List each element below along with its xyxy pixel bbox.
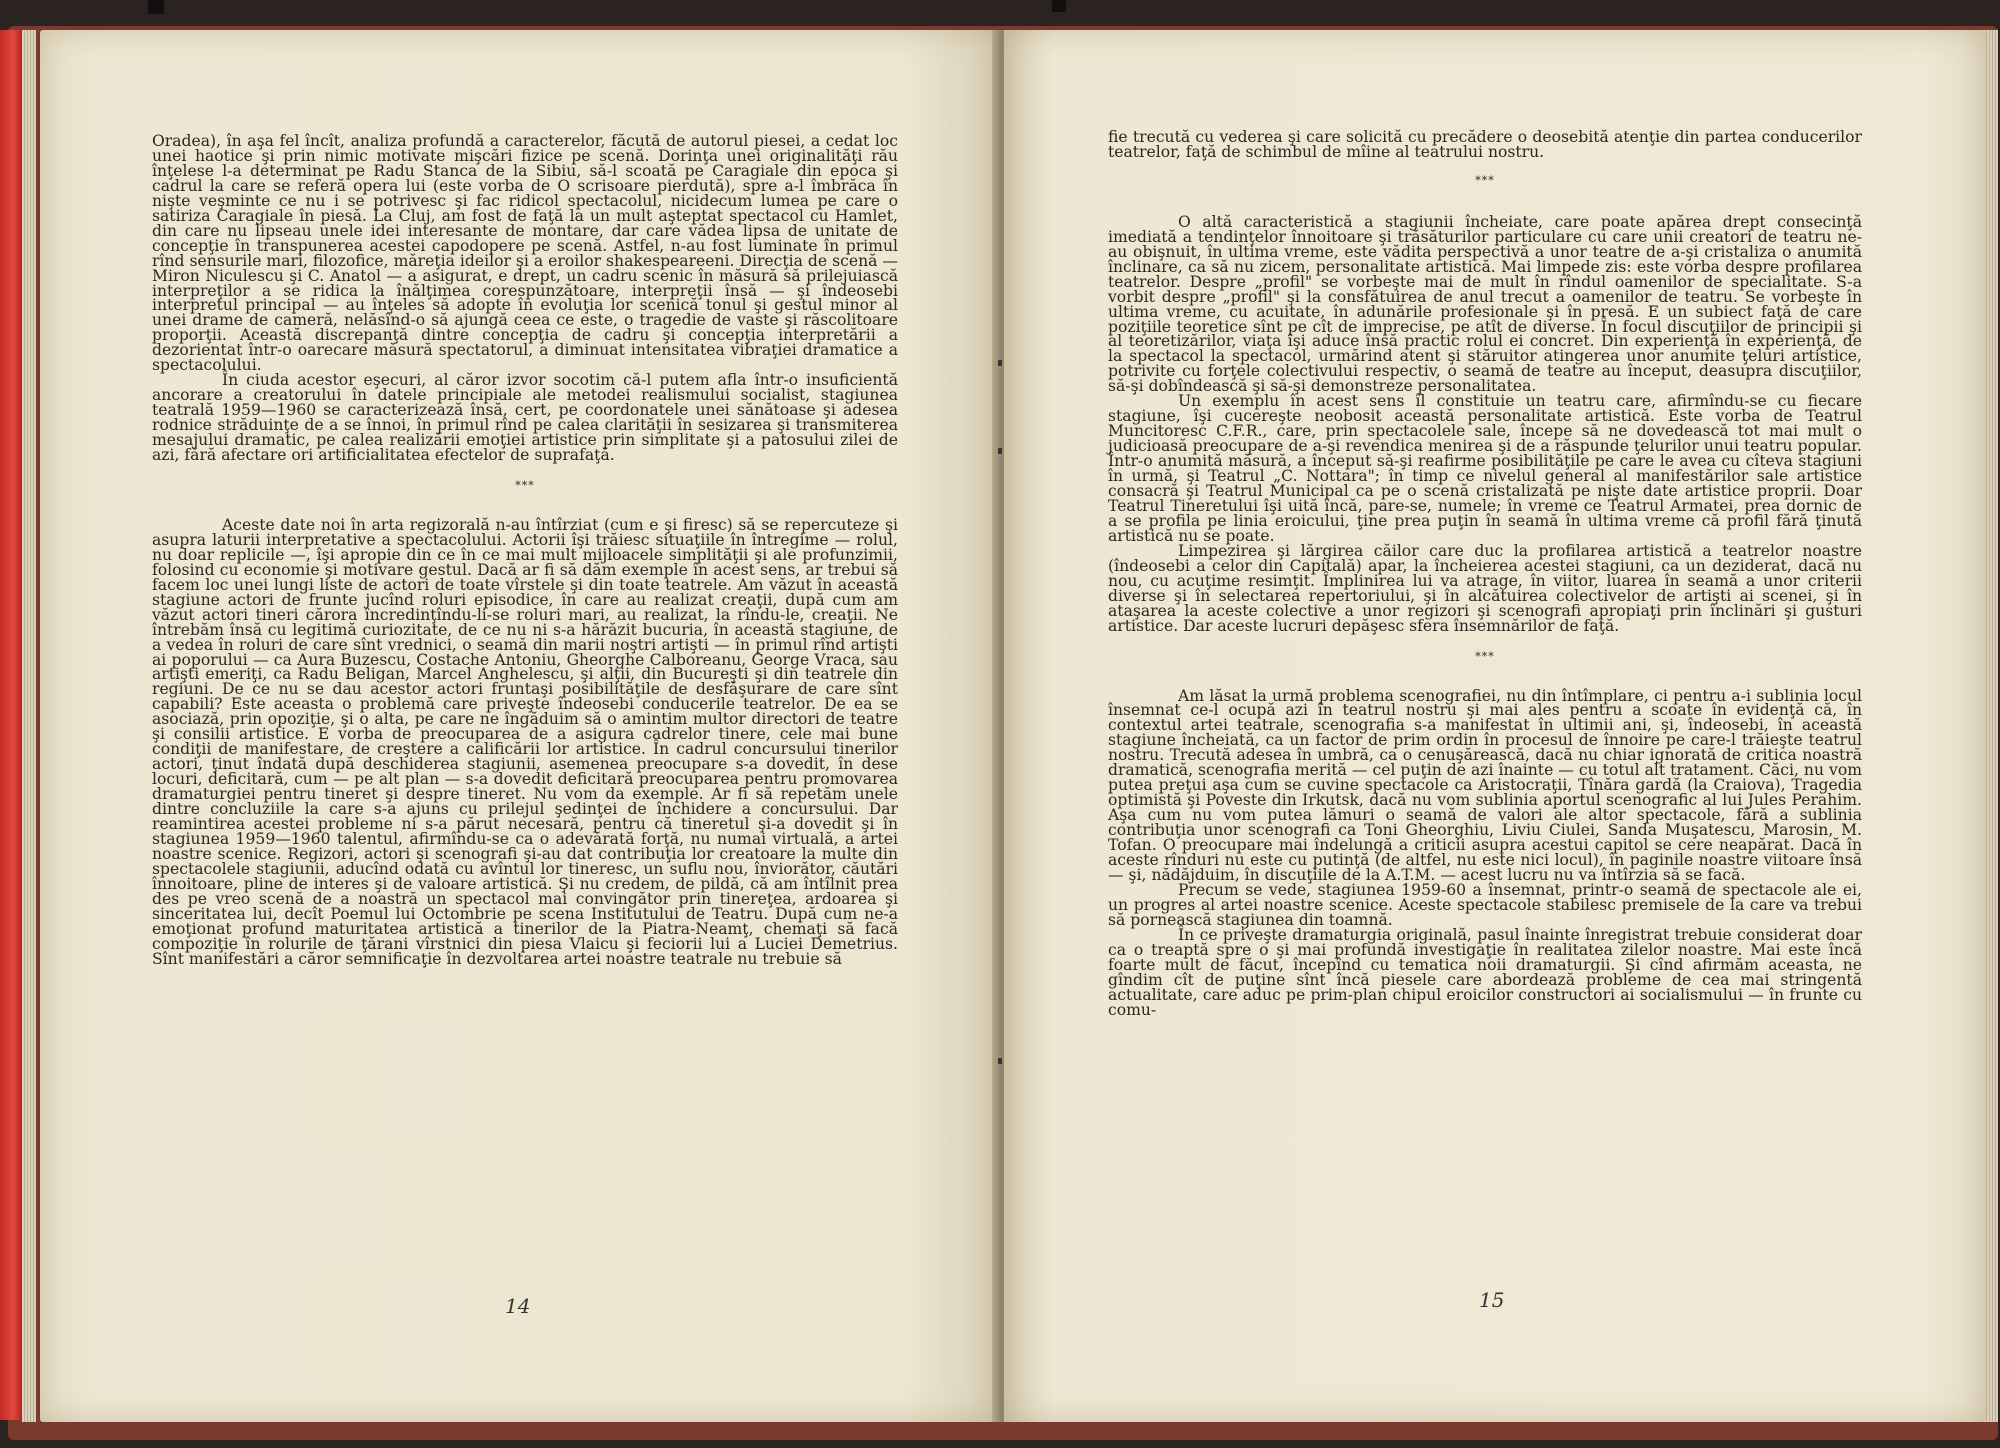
section-separator: *** bbox=[515, 478, 535, 492]
right-paragraph-4: Limpezirea şi lărgirea căilor care duc la profilarea artistică a teatrelor noastre (îndeosebi a celor din Capitală) apar, la încheierea acestei stagiuni, ca un deziderat, dacă nu nou, cu acuţime resimţit. Împlinirea lui va atrage, în viitor, luarea în seamă a unor criterii diverse şi în selectarea repertoriului, şi în alcătuirea colectivelor de artişti ai scenei, şi în ataşarea la aceste colective a unor regizori şi scenografi apropiaţi prin înclinări şi gusturi artistice. Dar aceste lucruri depăşesc sfera însemnărilor de faţă. bbox=[1108, 541, 1862, 635]
right-paragraph-6: Precum se vede, stagiunea 1959-60 a însemnat, printr-o seamă de spectacole ale ei, un progres al artei noastre scenice. Aceste spectacole stabilesc premisele de la care va trebui să pornească stagiunea din toamnă. bbox=[1108, 880, 1862, 929]
binder-tab-left bbox=[148, 0, 164, 14]
left-paragraph-3: Aceste date noi în arta regizorală n-au întîrziat (cum e şi firesc) să se repercuteze şi asupra laturii interpretative a spectacolului. Actorii îşi trăiesc situaţiile în întregime — rolul, nu doar replicile —, îşi apropie din ce în ce mai mult mijloacele simplităţii şi ale profunzimii, folosind cu economie şi motivare gestul. Dacă ar fi să dăm exemple în acest sens, ar trebui să facem loc unei lungi liste de actori de toate vîrstele şi din toate teatrele. Am văzut în această stagiune actori de frunte jucînd roluri episodice, în care au realizat creaţii, după cum am văzut actori tineri cărora încredinţîndu-li-se roluri mari, au realizat, la rîndu-le, creaţii. Ne întrebăm însă cu legitimă curiozitate, de ce nu ni s-a hărăzit bucuria, în această stagiune, de a vedea în roluri de care sînt vrednici, o seamă din marii noştri artişti — în primul rînd artişti ai poporului — ca Aura Buzescu, Costache Antoniu, Gheorghe Calboreanu, George Vraca, sau artişti emeriţi, ca Radu Beligan, Marcel Anghelescu, şi alţii, din Bucureşti şi din teatrele din regiuni. De ce nu se dau acestor actori fruntaşi posibilităţile de desfăşurare de care sînt capabili? Este aceasta o problemă care priveşte îndeosebi conducerile teatrelor. De ea se asociază, prin opoziţie, şi o alta, pe care ne îngăduim să o amintim multor directori de teatre şi consilii artistice. E vorba de preocuparea de a asigura cadrelor tinere, cele mai bune condiţii de manifestare, de creştere a calificării lor artistice. În cadrul concursului tinerilor actori, ţinut îndată după deschiderea stagiunii, asemenea preocupare s-a dovedit, în dese locuri, deficitară, cum — pe alt plan — s-a dovedit deficitară preocuparea pentru promovarea dramaturgiei pentru tineret şi despre tineret. Nu vom da exemple. Ar fi să repetăm unele dintre concluziile la care s-a ajuns cu prilejul şedinţei de închidere a concursului. Dar reamintirea acestei probleme ni s-a părut necesară, pentru că tineretul şi-a dovedit şi în stagiunea 1959—1960 talentul, afirmîndu-se ca o adevărată forţă, nu numai virtuală, a artei noastre scenice. Regizori, actori şi scenografi şi-au dat contribuţia lor creatoare la multe din spectacolele stagiunii, aducînd odată cu avîntul lor tineresc, un suflu nou, înviorător, căutări înnoitoare, pline de interes şi de valoare artistică. Şi nu credem, de pildă, că am întîlnit prea des pe vreo scenă de a noastră un spectacol mai convingător prin tinereţea, ardoarea şi sinceritatea lui, decît Poemul lui Octombrie pe scena Institutului de Teatru. După cum ne-a emoţionat profund maturitatea artistică a tinerilor de la Piatra-Neamţ, chemaţi să facă compoziţie în rolurile de ţărani vîrstnici din piesa Vlaicu şi feciorii lui a Luciei Demetrius. Sînt manifestări a căror semnificaţie în dezvoltarea artei noastre teatrale nu trebuie să bbox=[152, 515, 898, 968]
left-paragraph-2: În ciuda acestor eşecuri, al căror izvor socotim că-l putem afla într-o insuficientă ancorare a creatorului în datele principiale ale metodei realismului socialist, stagiunea teatrală 1959—1960 se caracterizează însă, cert, pe coordonatele unei sănătoase şi adesea rodnice străduinţe de a se înnoi, în primul rînd pe calea clarităţii în sesizarea şi transmiterea mesajului dramatic, pe calea realizării emoţiei artistice prin simplitate şi a patosului zilei de azi, fără afectare ori artificialitatea efectelor de suprafaţă. bbox=[152, 371, 898, 465]
right-paragraph-2: O altă caracteristică a stagiunii încheiate, care poate apărea drept consecinţă imediată a tendinţelor înnoitoare şi trăsăturilor particulare cu care unii creatori de teatru ne-au obişnuit, în ultima vreme, este vădita perspectivă a unor teatre de a-şi cristaliza o anumită înclinare, ca să nu zicem, personalitate artistică. Mai limpede zis: este vorba despre profilarea teatrelor. Despre „profil" se vorbeşte mai de mult în rîndul oamenilor de specialitate. S-a vorbit despre „profil" şi la consfătuirea de anul trecut a oamenilor de teatru. Se vorbeşte în ultima vreme, cu acuitate, în adunările profesionale şi în presă. E un subiect faţă de care poziţiile teoretice sînt pe cît de imprecise, pe atît de diverse. În focul discuţiilor de principii şi al teoretizărilor, viaţa îşi aduce însă practic rolul ei concret. Din experienţă în experienţă, de la spectacol la spectacol, urmărind atent şi stăruitor atingerea unor anumite ţeluri artistice, potrivite cu forţele colectivului respectiv, o seamă de teatre au început, deasupra discuţiilor, să-şi dobîndească şi să-şi demonstreze personalitatea. bbox=[1108, 212, 1862, 396]
section-separator-2: *** bbox=[1475, 649, 1495, 663]
right-page bbox=[1004, 30, 1986, 1422]
binder-tab-right bbox=[1052, 0, 1066, 12]
right-column bbox=[1108, 130, 1862, 1017]
left-paragraph-1: Oradea), în aşa fel încît, analiza profundă a caracterelor, făcută de autorul piesei, a cedat loc unei haotice şi prin nimic motivate mişcări fizice pe scenă. Dorinţa unei originalităţi rău înţelese l-a determinat pe Radu Stanca de la Sibiu, să-l scoată pe Caragiale din epoca şi cadrul la care se referă opera lui (este vorba de O scrisoare pierdută), spre a-l îmbrăca în nişte veşminte ce nu i se potrivesc şi fac ridicol spectacolul, nicidecum lumea pe care o satiriza Caragiale în piesă. La Cluj, am fost de faţă la un mult aşteptat spectacol cu Hamlet, din care nu lipseau unele idei interesante de montare, dar care vădea lipsa de unitate de concepţie în transpunerea acestei capodopere pe scenă. Astfel, n-au fost luminate în primul rînd sensurile mari, filozofice, măreţia ideilor şi a eroilor shakespeareeni. Direcţia de scenă — Miron Niculescu şi C. Anatol — a asigurat, e drept, un cadru scenic în măsură să prilejuiască interpreţilor a se ridica la înălţimea corespunzătoare, interpreţii însă — şi îndeosebi interpretul principal — au înţeles să adopte în evoluţia lor scenică tonul şi gestul minor al unei drame de cameră, nelăsînd-o să ajungă ceea ce este, o tragedie de vaste şi răscolitoare proporţii. Această discrepanţă dintre concepţia de cadru şi concepţia interpretării a dezorientat într-o oarecare măsură spectatorul, a diminuat intensitatea vibraţiei dramatice a spectacolului. bbox=[152, 132, 898, 375]
book-cover-edge bbox=[0, 30, 22, 1420]
right-paragraph-5: Am lăsat la urmă problema scenografiei, nu din întîmplare, ci pentru a-i sublinia locul însemnat ce-l ocupă azi în teatrul nostru şi mai ales pentru a scoate în evidenţă că, în contextul artei teatrale, scenografia s-a manifestat în ultimii ani, şi, îndeosebi, în această stagiune încheiată, ca un factor de prim ordin în procesul de înnoire pe care-l trăieşte teatrul nostru. Trecută adesea în umbră, ca o cenuşărească, dacă nu chiar ignorată de critica noastră dramatică, scenografia merită — cel puţin de azi înainte — cu totul alt tratament. Căci, nu vom putea preţui aşa cum se cuvine spectacole ca Aristocraţii, Tînăra gardă (la Craiova), Tragedia optimistă şi Poveste din Irkutsk, dacă nu vom sublinia aportul scenografic al lui Jules Perahim. Aşa cum nu vom putea lămuri o seamă de valori ale altor spectacole, fără a sublinia contribuţia unor scenografi ca Toni Gheorghiu, Liviu Ciulei, Sanda Muşatescu, Marosin, M. Tofan. O preocupare mai îndelungă a criticii asupra acestui capitol se cere neapărat. Dacă în aceste rînduri nu este cu putinţă (de altfel, nu este nici locul), în paginile noastre viitoare însă — şi, nădăjduim, în discuţiile de la A.T.M. — acest lucru nu va întîrzia să se facă. bbox=[1108, 686, 1862, 884]
page-number-right: 15 bbox=[1479, 1288, 1505, 1312]
gutter-mark bbox=[998, 360, 1002, 366]
left-column bbox=[152, 134, 898, 967]
page-stack-right bbox=[1984, 30, 1998, 1422]
right-paragraph-1: fie trecută cu vederea şi care solicită cu precădere o deosebită atenţie din partea conducerilor teatrelor, faţă de schimbul de mîine al teatrului nostru. bbox=[1108, 128, 1862, 161]
page-stack-left bbox=[22, 30, 36, 1422]
right-paragraph-3: Un exemplu în acest sens îl constituie un teatru care, afirmîndu-se cu fiecare stagiune, îşi cucereşte neobosit această personalitate artistică. Este vorba de Teatrul Muncitoresc C.F.R., care, prin spectacolele sale, începe să ne dovedească tot mai mult o judicioasă preocupare de a-şi revendica menirea şi de a răspunde ţelurilor unui teatru popular. Într-o anumită măsură, a început să-şi reafirme posibilităţile pe care le avea cu cîteva stagiuni în urmă, şi Teatrul „C. Nottara"; în timp ce nivelul general al manifestărilor sale artistice consacră şi Teatrul Municipal ca pe o scenă cristalizată pe nişte date artistice proprii. Doar Teatrul Tineretului îşi uită încă, pare-se, numele; în vreme ce Teatrul Armatei, prea dornic de a se profila pe linia eroicului, ţine prea puţin în seamă în ultima vreme că profil fără ţinută artistică nu se poate. bbox=[1108, 392, 1862, 545]
gutter-mark bbox=[998, 448, 1002, 454]
page-number-left: 14 bbox=[505, 1294, 531, 1318]
gutter-mark bbox=[998, 1058, 1002, 1064]
right-paragraph-7: În ce priveşte dramaturgia originală, pasul înainte înregistrat trebuie considerat doar ca o treaptă spre o şi mai profundă investigaţie în realitatea zilelor noastre. Mai este încă foarte mult de făcut, începînd cu tematica noii dramaturgii. Şi cînd afirmăm aceasta, ne gîndim cît de puţine sînt încă piesele care abordează probleme de cea mai stringentă actualitate, care aduc pe prim-plan chipul eroicilor constructori ai socialismului — în frunte cu comu- bbox=[1108, 925, 1862, 1019]
section-separator-1: *** bbox=[1475, 173, 1495, 187]
left-page bbox=[40, 30, 998, 1422]
